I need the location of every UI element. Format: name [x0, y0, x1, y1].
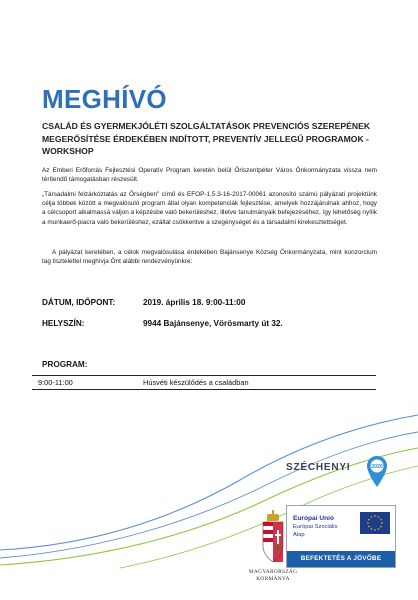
svg-text:★: ★ — [377, 515, 380, 519]
esf-label-line2: Alap — [293, 532, 305, 538]
svg-text:★: ★ — [367, 524, 371, 529]
place-label: HELYSZÍN: — [42, 319, 85, 328]
svg-text:★: ★ — [379, 524, 383, 529]
svg-text:★: ★ — [367, 517, 371, 522]
government-label-line2: KORMÁNYA — [256, 576, 290, 582]
place-value: 9944 Bajánsenye, Vörösmarty út 32. — [143, 319, 283, 328]
szechenyi-pin-icon — [366, 455, 388, 489]
program-item-title: Húsvéti készülődés a családban — [143, 378, 249, 387]
svg-text:★: ★ — [373, 528, 377, 532]
invitation-title: MEGHÍVÓ — [42, 84, 167, 114]
svg-text:★: ★ — [370, 515, 373, 519]
szechenyi-year: 2020 — [371, 464, 383, 470]
svg-text:★: ★ — [366, 521, 370, 525]
eu-funding-box — [286, 505, 396, 568]
eu-label: Európai Unió — [293, 515, 335, 522]
program-divider-top — [32, 375, 376, 376]
svg-text:★: ★ — [370, 527, 373, 531]
government-label-line1: MAGYARORSZÁG — [248, 569, 298, 575]
date-value: 2019. április 18. 9:00-11:00 — [143, 298, 246, 307]
eu-flag-icon — [360, 512, 390, 534]
szechenyi-logo-text: SZÉCHENYI — [286, 462, 351, 473]
paragraph-1: Az Emberi Erőforrás Fejlesztési Operatív Program keretén belül Őriszentpéter Város Önkormányzata vissza nem térítendő támogatásban részesült. — [42, 167, 377, 184]
svg-text:★: ★ — [379, 517, 383, 522]
svg-text:★: ★ — [377, 527, 380, 531]
eu-slogan-band: BEFEKTETÉS A JÖVŐBE — [287, 551, 395, 567]
svg-text:★: ★ — [380, 521, 384, 525]
svg-text:★: ★ — [373, 514, 377, 518]
invitation-subtitle: CSALÁD ÉS GYERMEKJÓLÉTI SZOLGÁLTATÁSOK PREVENCIÓS SZEREPÉNEK MEGERŐSÍTÉSE ÉRDEKÉBEN INDÍTOTT, PREVENTÍV JELLEGŰ PROGRAMOK - WORKSHOP — [42, 121, 371, 156]
paragraph-2: „Társadalmi felzárkóztatás az Őrségben” című és EFOP-1.5.3-16-2017-00061 azonosító számú pályázati projektünk célja többek között a megvalósuló program által olyan kompetenciák fejlesztése, amelyek hozzájárulnak ahhoz, hogy a célcsoport alkalmassá váljon a képzésbe való bekerüléshez, illetve tanulmányaik befejezéséhez, így lehetőség nyílik a munkaerő-piacra való bekerüléshez, ezáltal csökkentve a szegénységet és a társadalmi kirekesztettséget. — [42, 191, 377, 226]
date-label: DÁTUM, IDŐPONT: — [42, 298, 116, 307]
program-divider-bottom — [32, 389, 376, 390]
esf-label-line1: Európai Szociális — [293, 524, 338, 530]
program-item-time: 9:00-11:00 — [38, 378, 73, 387]
paragraph-3: A pályázat keretében, a célok megvalósulása érdekében Bajánsenye Község Önkormányzata, mint konzorcium tag tisztelettel meghívja Önt alábbi rendezvényünkre: — [42, 249, 377, 266]
program-label: PROGRAM: — [42, 360, 88, 369]
